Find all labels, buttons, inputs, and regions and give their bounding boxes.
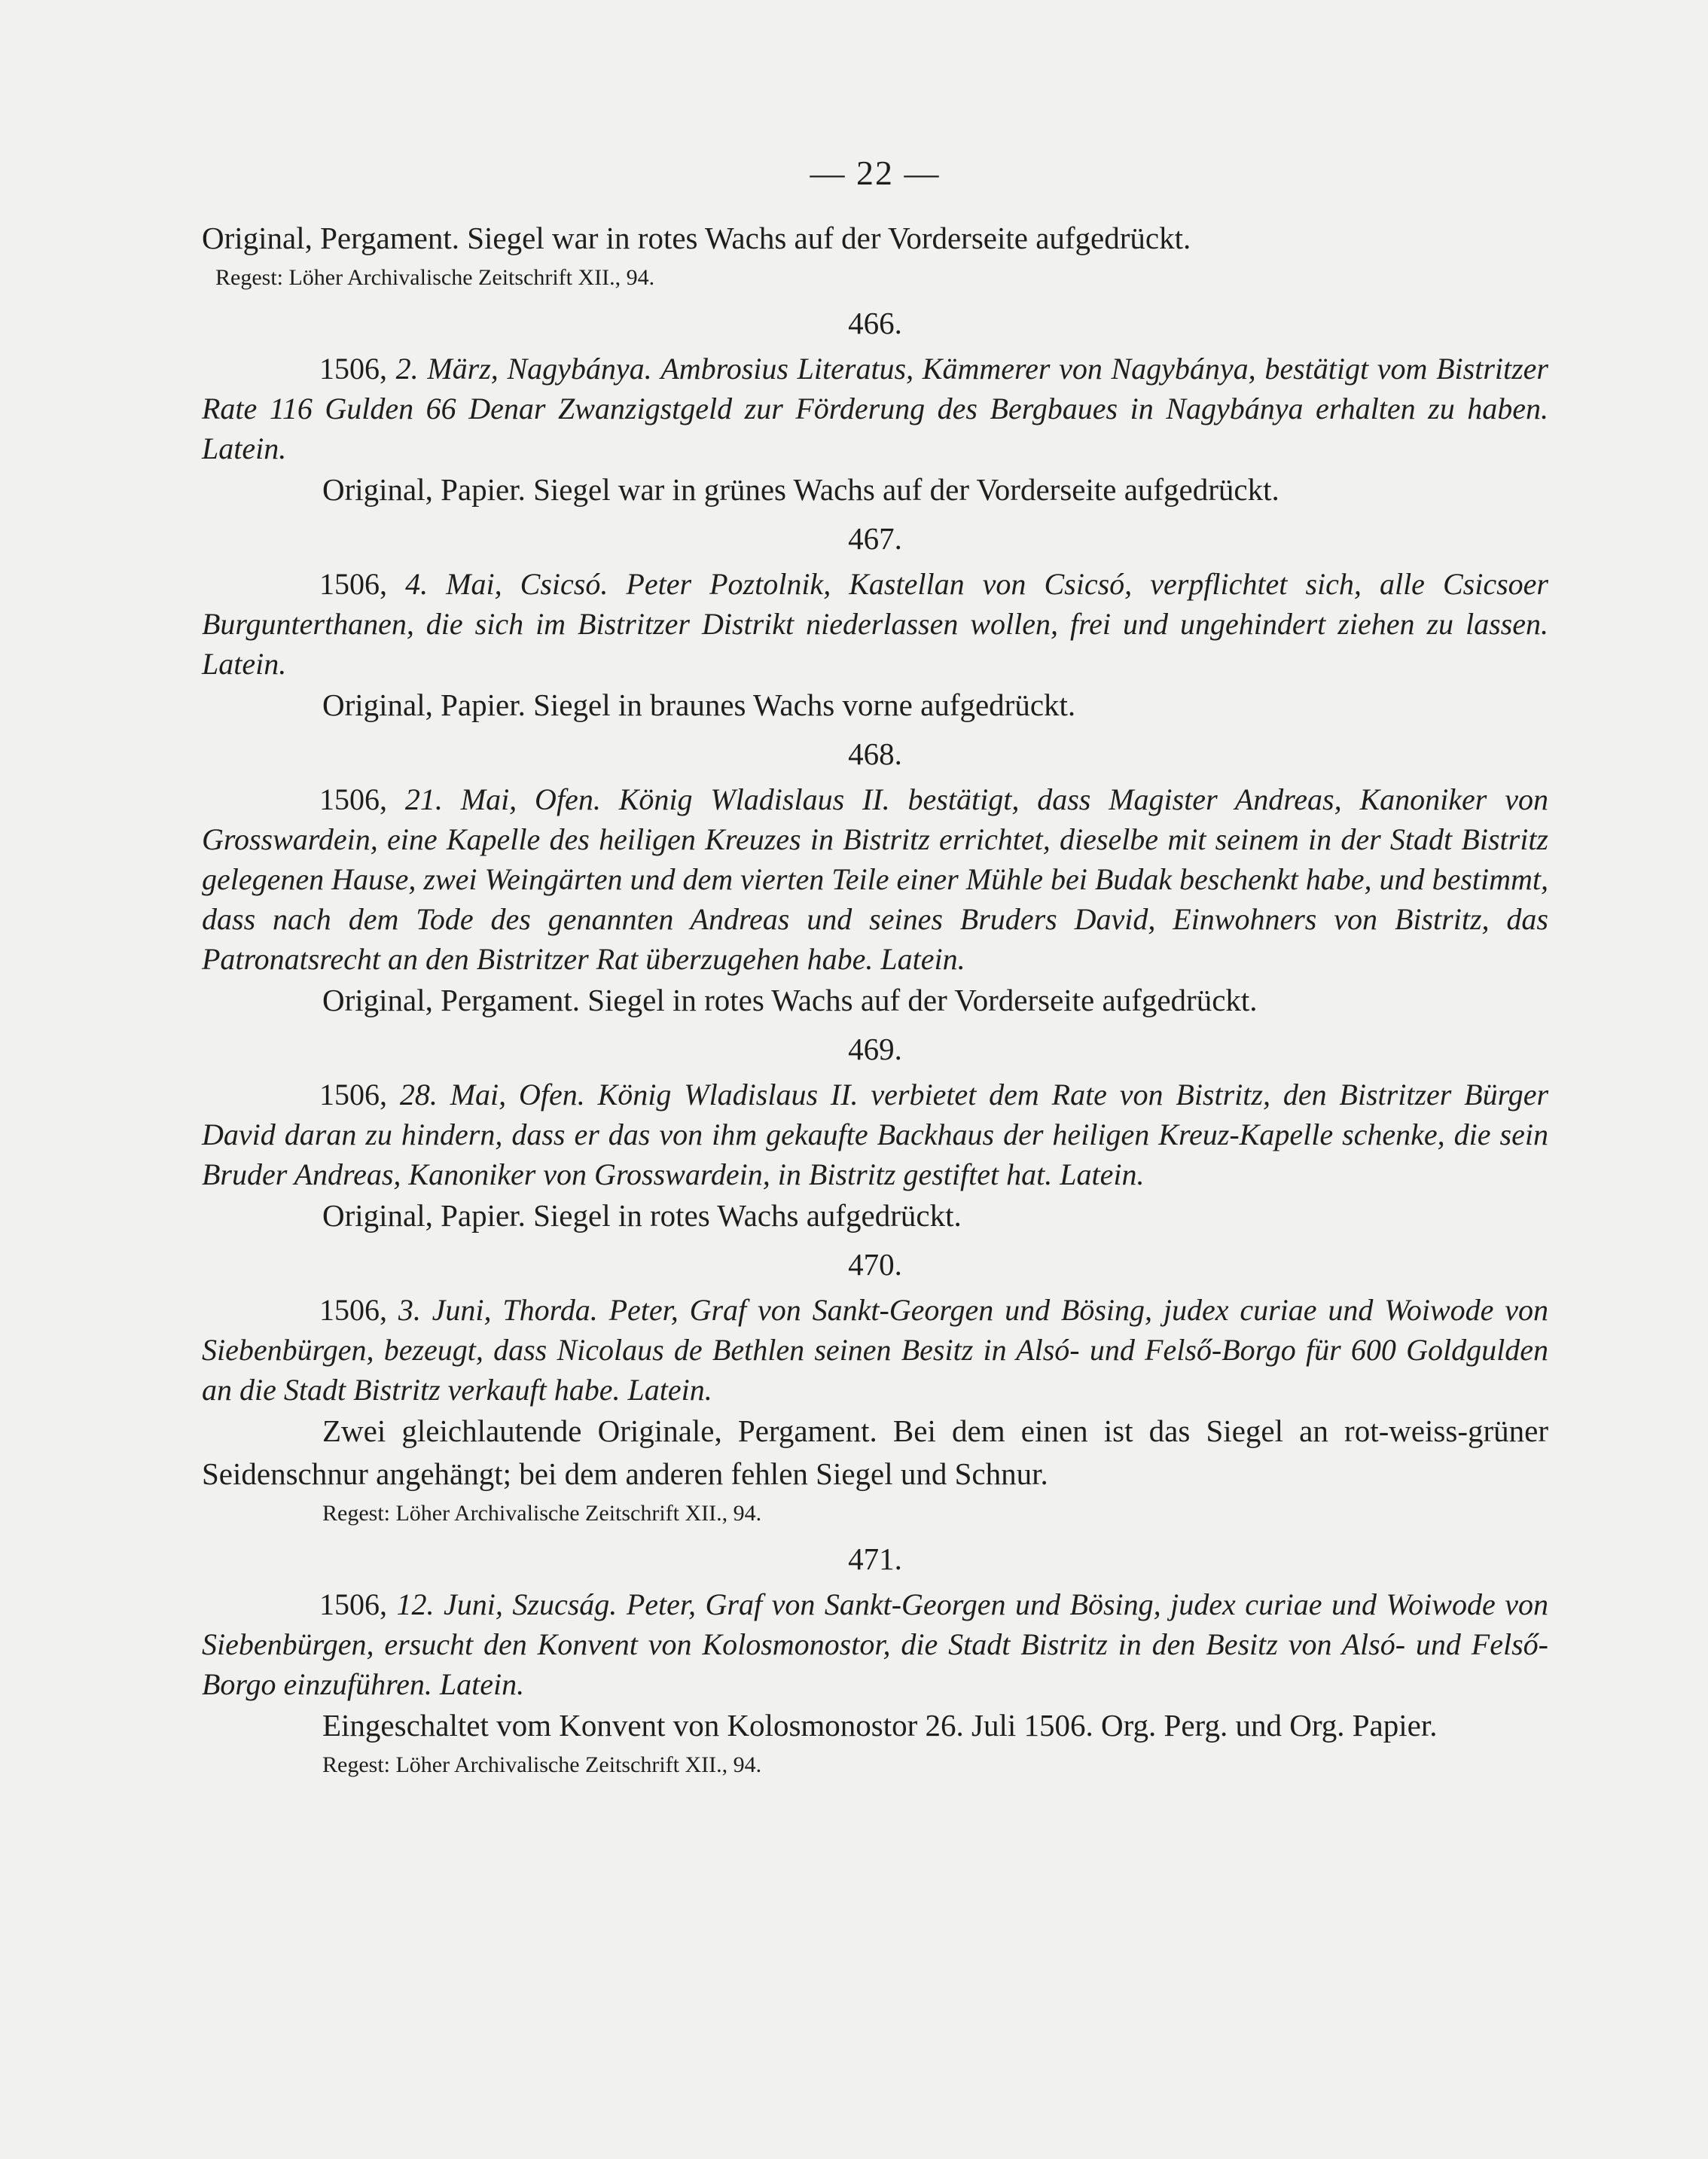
entry-regest: Regest: Löher Archivalische Zeitschrift XII., 94.: [322, 1752, 762, 1777]
entry-text: König Wladislaus II. verbietet dem Rate von Bistritz, den Bistritzer Bürger David daran zu hindern, dass er das von ihm gekaufte Backhaus der heiligen Kreuz-Kapelle schenke, die sein Bruder Andreas, Kanoniker von Grosswardein, in Bistritz gestiftet hat. Latein.: [202, 1078, 1549, 1191]
entry-text: Ambrosius Literatus, Kämmerer von Nagybánya, bestätigt vom Bistritzer Rate 116 Gulden 66 Denar Zwanzigstgeld zur Förderung des Bergbaues in Nagybánya erhalten zu haben. Latein.: [202, 352, 1549, 465]
intro-regest: Regest: Löher Archivalische Zeitschrift XII., 94.: [215, 265, 655, 290]
entry-date: 1506,: [319, 352, 387, 386]
page-number: — 22 —: [810, 154, 941, 192]
entry-summary: [202, 779, 1548, 979]
entry: [202, 1026, 1548, 1237]
entry-date: 1506,: [319, 1293, 387, 1327]
entry-summary: [202, 1290, 1548, 1410]
entry-date: 1506,: [319, 1587, 387, 1621]
entry-note: Original, Papier. Siegel in braunes Wachs vorne aufgedrückt.: [322, 688, 1076, 722]
entry-text: Peter, Graf von Sankt-Georgen und Bösing, judex curiae und Woiwode von Siebenbürgen, bezeugt, dass Nicolaus de Bethlen seinen Besitz in Alsó- und Felső-Borgo für 600 Goldgulden an die Stadt Bistritz verkauft habe. Latein.: [202, 1293, 1548, 1407]
entry-summary: [202, 564, 1548, 684]
entry-text: Peter, Graf von Sankt-Georgen und Bösing, judex curiae und Woiwode von Siebenbürgen, ersucht den Konvent von Kolosmonostor, die Stadt Bistritz in den Besitz von Alsó- und Felső-Borgo einzuführen. Latein.: [202, 1587, 1548, 1701]
document-page: [202, 151, 1548, 1783]
entry-place: 2. März, Nagybánya.: [395, 352, 652, 386]
entry-note: Original, Papier. Siegel in rotes Wachs aufgedrückt.: [322, 1198, 962, 1233]
entry: [202, 516, 1548, 727]
entry: [202, 1242, 1548, 1532]
entry-place: 28. Mai, Ofen.: [399, 1078, 585, 1112]
entry-number: 468.: [848, 736, 902, 771]
entry-number: 467.: [848, 521, 902, 556]
entry-regest: Regest: Löher Archivalische Zeitschrift XII., 94.: [322, 1501, 762, 1526]
entry-note: Eingeschaltet vom Konvent von Kolosmonostor 26. Juli 1506. Org. Perg. und Org. Papier.: [322, 1708, 1438, 1743]
entry-number: 469.: [848, 1032, 902, 1066]
entry-summary: [202, 1075, 1548, 1194]
entry: [202, 300, 1548, 511]
entry-note: Zwei gleichlautende Originale, Pergament. Bei dem einen ist das Siegel an rot-weiss-grüner Seidenschnur angehängt; bei dem anderen fehlen Siegel und Schnur.: [202, 1413, 1548, 1491]
entry-place: 21. Mai, Ofen.: [404, 782, 601, 816]
entry-place: 4. Mai, Csicsó.: [405, 567, 608, 601]
entry-number: 471.: [848, 1541, 902, 1576]
entry-place: 12. Juni, Szucság.: [396, 1587, 618, 1621]
entry-text: Peter Poztolnik, Kastellan von Csicsó, verpflichtet sich, alle Csicsoer Burgunterthanen, die sich im Bistritzer Distrikt niederlassen wollen, frei und ungehindert ziehen zu lassen. Latein.: [202, 567, 1548, 681]
entry: [202, 731, 1548, 1022]
entry-note: Original, Papier. Siegel war in grünes Wachs auf der Vorderseite aufgedrückt.: [322, 472, 1279, 507]
entry-summary: [202, 1584, 1548, 1704]
entry-note: Original, Pergament. Siegel in rotes Wachs auf der Vorderseite aufgedrückt.: [322, 983, 1258, 1017]
entry-date: 1506,: [319, 782, 387, 816]
entry: [202, 1536, 1548, 1783]
entry-place: 3. Juni, Thorda.: [398, 1293, 598, 1327]
entry-summary: [202, 349, 1548, 468]
entries-list: [202, 300, 1548, 1783]
entry-date: 1506,: [319, 1078, 387, 1112]
entry-date: 1506,: [319, 567, 387, 601]
intro-note: Original, Pergament. Siegel war in rotes Wachs auf der Vorderseite aufgedrückt.: [202, 221, 1191, 255]
entry-number: 466.: [848, 306, 902, 340]
entry-number: 470.: [848, 1247, 902, 1282]
entry-text: König Wladislaus II. bestätigt, dass Magister Andreas, Kanoniker von Grosswardein, eine Kapelle des heiligen Kreuzes in Bistritz errichtet, dieselbe mit seinem in der Stadt Bistritz gelegenen Hause, zwei Weingärten und dem vierten Teile einer Mühle bei Budak beschenkt habe, und bestimmt, dass nach dem Tode des genannten Andreas und seines Bruders David, Einwohners von Bistritz, das Patronatsrecht an den Bistritzer Rat überzugehen habe. Latein.: [202, 782, 1548, 976]
